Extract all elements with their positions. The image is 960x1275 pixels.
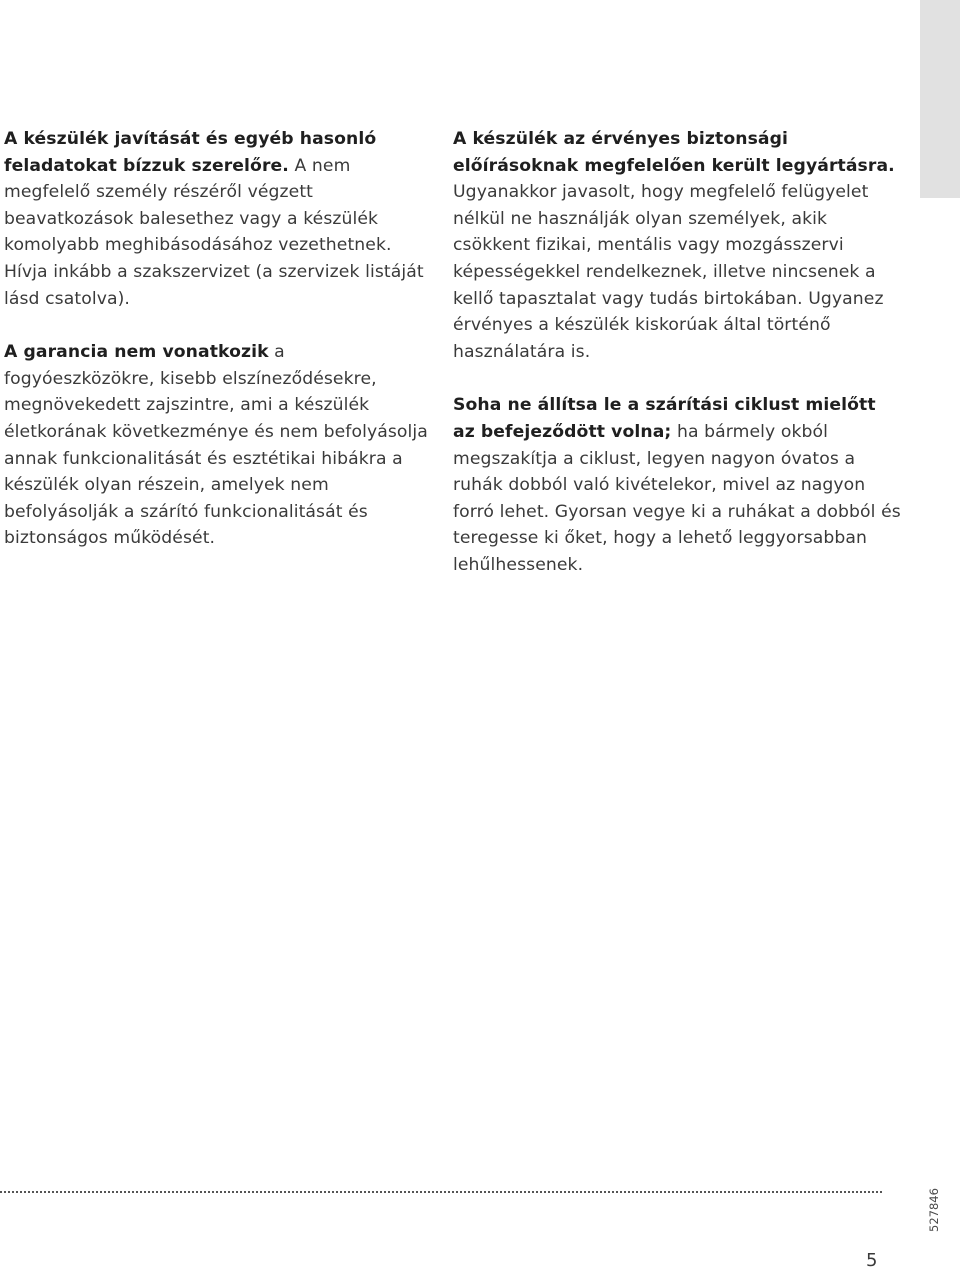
footer-dotted-divider bbox=[0, 1191, 882, 1193]
side-tab-marker bbox=[920, 0, 960, 198]
right-column bbox=[453, 126, 903, 606]
safety-standards-paragraph bbox=[453, 126, 903, 365]
warranty-bold: A garancia nem vonatkozik bbox=[4, 342, 269, 363]
cycle-stop-text: ha bármely okból megszakítja a ciklust, legyen nagyon óvatos a ruhák dobból való kivételekor, mivel az nagyon forró lehet. Gyorsan vegye ki a ruhákat a dobból és teregesse ki őket, hogy a lehető leggyorsabban lehűlhessenek. bbox=[453, 421, 901, 575]
left-column bbox=[4, 126, 440, 579]
repair-warning-bold: A készülék javítását és egyéb hasonló feladatokat bízzuk szerelőre. bbox=[4, 129, 377, 176]
repair-warning-paragraph bbox=[4, 126, 440, 312]
page-number: 5 bbox=[866, 1250, 878, 1271]
warranty-paragraph bbox=[4, 339, 440, 552]
document-code: 527846 bbox=[927, 1188, 941, 1232]
cycle-stop-bold: Soha ne állítsa le a szárítási ciklust mielőtt az befejeződött volna; bbox=[453, 395, 876, 442]
cycle-stop-paragraph bbox=[453, 392, 903, 578]
safety-standards-text: Ugyanakkor javasolt, hogy megfelelő felügyelet nélkül ne használják olyan személyek, akik csökkent fizikai, mentális vagy mozgásszervi képességekkel rendelkeznek, illetve nincsenek a kellő tapasztalat vagy tudás birtokában. Ugyanez érvényes a készülék kiskorúak által történő használatára is. bbox=[453, 182, 884, 362]
repair-warning-text: A nem megfelelő személy részéről végzett beavatkozások balesethez vagy a készülék komolyabb meghibásodásához vezethetnek. Hívja inkább a szakszervizet (a szervizek listáját lásd csatolva). bbox=[4, 155, 424, 309]
safety-standards-bold: A készülék az érvényes biztonsági előírásoknak megfelelően került legyártásra. bbox=[453, 129, 895, 176]
warranty-text: a fogyóeszközökre, kisebb elszíneződésekre, megnövekedett zajszintre, ami a készülék életkorának következménye és nem befolyásolja annak funkcionalitását és esztétikai hibákra a készülék olyan részein, amelyek nem befolyásolják a szárító funkcionalitását és biztonságos működését. bbox=[4, 342, 428, 549]
